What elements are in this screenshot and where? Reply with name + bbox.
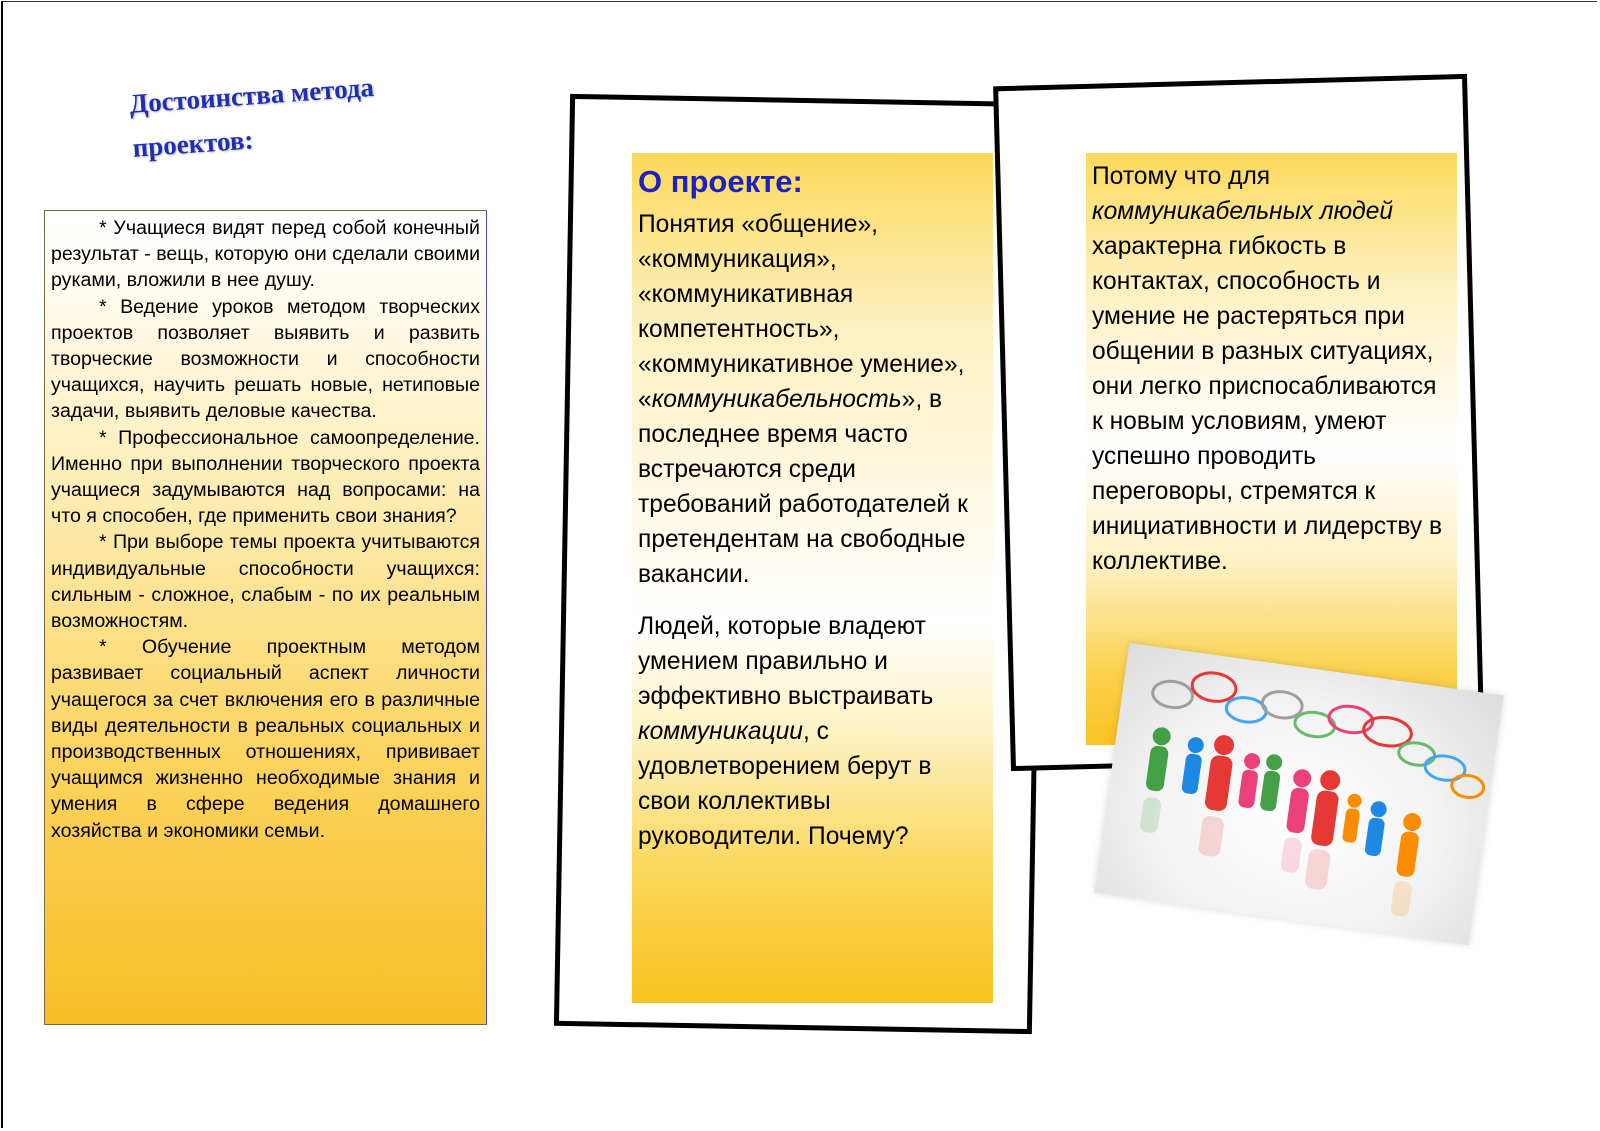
text-run: », в последнее время часто встречаются среди требований работодателей к претендентам на свободные вакансии. [638, 386, 968, 588]
about-project-title: О проекте: [638, 164, 803, 199]
about-paragraph-2 [638, 609, 987, 854]
advantage-item: * При выборе темы проекта учитываются индивидуальные способности учащихся: сильным - сложное, слабым - по их реальным возможностям. [51, 531, 480, 633]
about-paragraph-1 [638, 207, 987, 592]
advantages-box [44, 210, 487, 1025]
left-title: Достоинства метода проектов: [128, 71, 375, 163]
advantage-item: * Ведение уроков методом творческих проектов позволяет выявить и развить творческие возможности и способности учащихся, научить решать новые, нетиповые задачи, выявить деловые качества. [51, 295, 480, 423]
text-run: , с удовлетворением берут в свои коллективы руководители. Почему? [638, 718, 932, 850]
emphasis: коммуникабельность [651, 386, 902, 413]
advantage-item: * Обучение проектным методом развивает социальный аспект личности учащегося за счет включения его в различные виды деятельности в реальных социальных и производственных отношениях, прививает учащимся жизненно необходимые знания и умения в сфере ведения домашнего хозяйства и экономики семьи. [51, 636, 480, 842]
text-run: Людей, которые владеют умением правильно и эффективно выстраивать [638, 613, 934, 710]
text-run: Потому что для [1092, 163, 1271, 190]
emphasis: коммуникабельных людей [1092, 198, 1394, 225]
people-speech-bubbles-image [1094, 643, 1503, 945]
text-run: Понятия «общение», «коммуникация», «коммуникативная компетентность», «коммуникативное умение», « [638, 211, 965, 413]
text-run: характерна гибкость в контактах, способность и умение не растеряться при общении в разных ситуациях, они легко приспосабливаются к новым условиям, умеют успешно проводить переговоры, стремятся к инициативности и лидерству в коллективе. [1092, 233, 1443, 575]
about-project-panel [632, 153, 993, 1003]
emphasis: коммуникации [638, 718, 803, 745]
explanation-paragraph [1092, 159, 1451, 579]
advantage-item: * Профессиональное самоопределение. Именно при выполнении творческого проекта учащиеся задумываются над вопросами: на что я способен, где применить свои знания? [51, 426, 480, 528]
advantage-item: * Учащиеся видят перед собой конечный результат - вещь, которую они сделали своими руками, вложили в нее душу. [51, 217, 481, 292]
people-icon [1094, 643, 1503, 945]
